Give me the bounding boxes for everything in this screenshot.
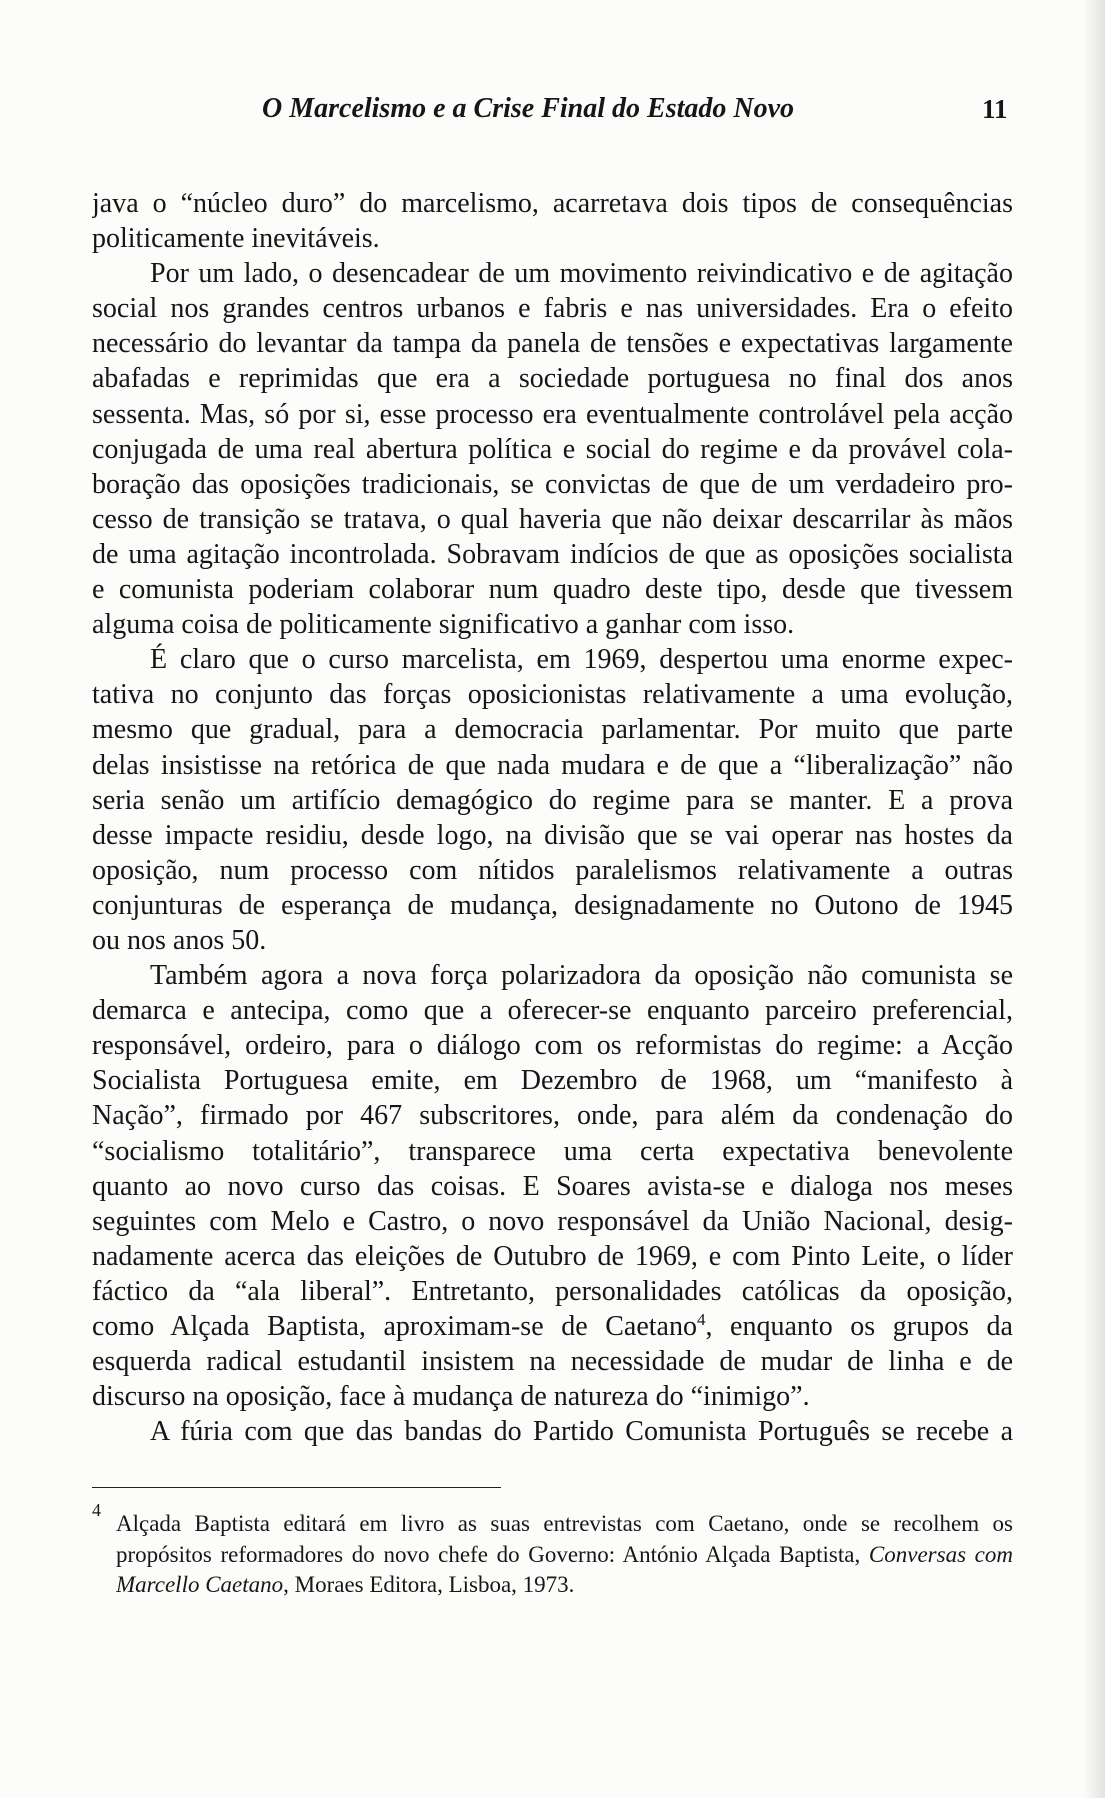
text-line: fáctico da “ala liberal”. Entretanto, personalidades católicas da oposição,: [92, 1275, 1013, 1307]
paragraph: [92, 186, 1013, 256]
text-line: ou nos anos 50.: [92, 924, 267, 956]
text-line: “socialismo totalitário”, transparece uma certa expectativa benevolente: [92, 1135, 1013, 1167]
text-line: Também agora a nova força polarizadora da oposição não comunista se: [150, 960, 1013, 992]
text-line: A fúria com que das bandas do Partido Comunista Português se recebe a: [150, 1416, 1013, 1448]
italic-title-segment: Marcello Caetano: [116, 1572, 284, 1597]
text-line: e comunista poderiam colaborar num quadro deste tipo, desde que tivessem: [92, 574, 1013, 606]
page-number: 11: [982, 94, 1008, 124]
text-segment: , enquanto os grupos da: [705, 1311, 1013, 1342]
text-line: esquerda radical estudantil insistem na necessidade de mudar de linha e de: [92, 1346, 1013, 1378]
page-edge-shadow: [1083, 0, 1105, 1798]
text-line: quanto ao novo curso das coisas. E Soares avista-se e dialoga nos meses: [92, 1170, 1013, 1202]
text-line: É claro que o curso marcelista, em 1969, despertou uma enorme expec-: [150, 644, 1013, 676]
footnote-line: Alçada Baptista editará em livro as suas entrevistas com Caetano, onde se recolhem os: [116, 1511, 1013, 1536]
text-line: boração das oposições tradicionais, se convictas de que de um verdadeiro pro-: [92, 468, 1013, 500]
text-line: tativa no conjunto das forças oposicionistas relativamente a uma evolução,: [92, 679, 1013, 711]
text-line: oposição, num processo com nítidos paralelismos relativamente a outras: [92, 854, 1013, 886]
text-line: conjunturas de esperança de mudança, designadamente no Outono de 1945: [92, 889, 1013, 921]
footnote: [116, 1509, 1013, 1601]
footnote-separator: [92, 1487, 501, 1488]
footnote-marker: 4: [92, 1500, 101, 1520]
text-line: abafadas e reprimidas que era a sociedade portuguesa no final dos anos: [92, 363, 1013, 395]
text-line: desse impacte residiu, desde logo, na divisão que se vai operar nas hostes da: [92, 819, 1013, 851]
text-line: nadamente acerca das eleições de Outubro de 1969, e com Pinto Leite, o líder: [92, 1240, 1013, 1272]
text-line: alguma coisa de politicamente significativo a ganhar com isso.: [92, 609, 795, 641]
text-line-with-footnote-ref: [92, 1309, 1013, 1344]
text-segment: , Moraes Editora, Lisboa, 1973.: [283, 1572, 575, 1597]
text-line: sessenta. Mas, só por si, esse processo era eventualmente controlável pela acção: [92, 398, 1013, 430]
paragraph: [92, 1414, 1013, 1449]
text-line: Socialista Portuguesa emite, em Dezembro de 1968, um “manifesto à: [92, 1065, 1013, 1097]
running-header-title: O Marcelismo e a Crise Final do Estado Novo: [262, 93, 795, 124]
text-line: mesmo que gradual, para a democracia parlamentar. Por muito que parte: [92, 714, 1013, 746]
footnote-line: [116, 1540, 1013, 1571]
text-segment: propósitos reformadores do novo chefe do Governo: António Alçada Baptista,: [116, 1541, 869, 1567]
text-segment: como Alçada Baptista, aproximam-se de Caetano: [92, 1311, 697, 1342]
text-line: Por um lado, o desencadear de um movimento reivindicativo e de agitação: [150, 258, 1013, 290]
footnote-line: [116, 1570, 1013, 1601]
footnote-reference: 4: [696, 1310, 706, 1329]
text-line: demarca e antecipa, como que a oferecer-se enquanto parceiro preferencial,: [92, 995, 1013, 1027]
paragraph: [92, 958, 1013, 1414]
text-line: conjugada de uma real abertura política e social do regime e da provável cola-: [92, 433, 1013, 465]
text-line: seguintes com Melo e Castro, o novo responsável da União Nacional, desig-: [92, 1205, 1013, 1237]
text-line: de uma agitação incontrolada. Sobravam indícios de que as oposições socialista: [92, 538, 1013, 570]
text-line: delas insistisse na retórica de que nada mudara e de que a “liberalização” não: [92, 749, 1013, 781]
paragraph: [92, 256, 1013, 642]
text-line: cesso de transição se tratava, o qual haveria que não deixar descarrilar às mãos: [92, 503, 1013, 535]
text-line: politicamente inevitáveis.: [92, 223, 380, 255]
body-text: [92, 186, 1013, 1449]
italic-title-segment: Conversas com: [868, 1541, 1013, 1567]
text-line: social nos grandes centros urbanos e fabris e nas universidades. Era o efeito: [92, 293, 1013, 325]
text-line: seria senão um artifício demagógico do regime para se manter. E a prova: [92, 784, 1013, 816]
text-line: responsável, ordeiro, para o diálogo com os reformistas do regime: a Acção: [92, 1030, 1013, 1062]
paragraph: [92, 642, 1013, 958]
text-line: Nação”, firmado por 467 subscritores, onde, para além da condenação do: [92, 1100, 1013, 1132]
text-line: java o “núcleo duro” do marcelismo, acarretava dois tipos de consequências: [92, 188, 1013, 219]
text-line: necessário do levantar da tampa da panela de tensões e expectativas largamente: [92, 328, 1013, 360]
text-line: discurso na oposição, face à mudança de natureza do “inimigo”.: [92, 1381, 810, 1413]
